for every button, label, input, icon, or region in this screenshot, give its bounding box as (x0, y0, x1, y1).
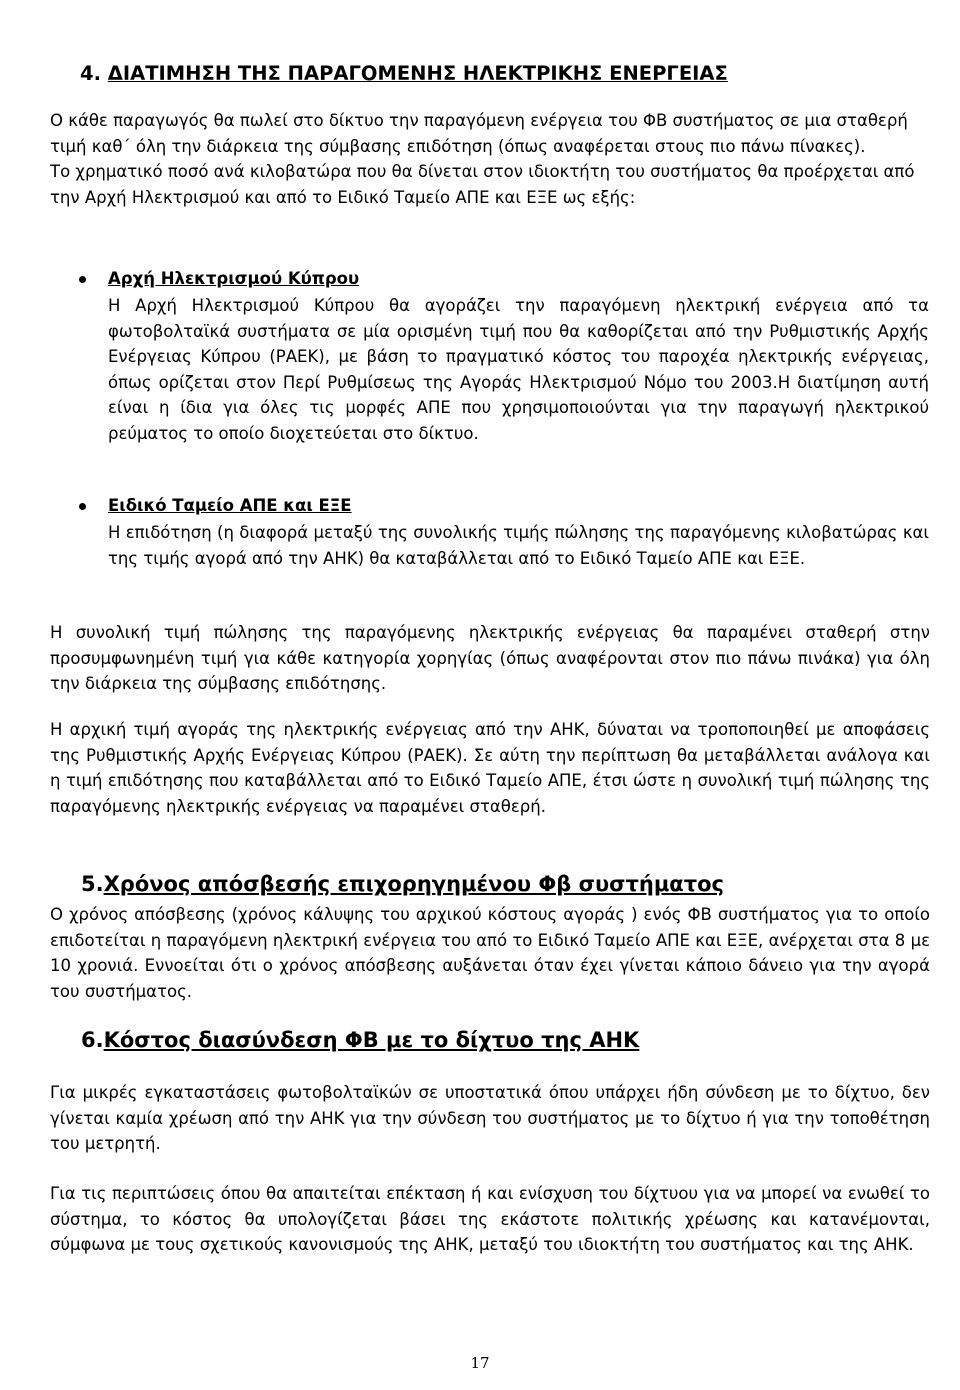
section-4-intro (50, 108, 930, 210)
section-6-number: 6. (81, 1028, 104, 1052)
section-4-heading (80, 62, 728, 85)
bullet-dot-icon (79, 503, 86, 510)
section-4-number: 4. (80, 62, 101, 85)
section-6-heading (81, 1028, 639, 1052)
section-6-paragraph-2: Για τις περιπτώσεις όπου θα απαιτείται επέκταση ή και ενίσχυση του δίχτυου για να μπορεί να ενωθεί το σύστημα, το κόστος θα υπολογίζεται βάσει της εκάστοτε πολιτικής χρέωσης και κατανέμονται, σύμφωνα με τους σχετικούς κανονισμούς της ΑΗΚ, μεταξύ του ιδιοκτήτη του συστήματος και της ΑΗΚ. (50, 1184, 930, 1254)
bullet-dot-icon (79, 276, 86, 283)
paragraph-total-price: Η συνολική τιμή πώλησης της παραγόμενης ηλεκτρικής ενέργειας θα παραμένει σταθερή στην προσυμφωνημένη τιμή για κάθε κατηγορία χορηγίας (όπως αναφέρονται στον πιο πάνω πινάκα) για όλη την διάρκεια της σύμβασης επιδότησης. (50, 623, 930, 693)
section-5-title: Χρόνος απόσβεσής επιχορηγημένου Φβ συστήματος (103, 872, 724, 896)
section-5-heading (81, 872, 724, 896)
section-6-paragraph-1: Για μικρές εγκαταστάσεις φωτοβολταϊκών σε υποστατικά όπου υπάρχει ήδη σύνδεση με το δίχτυο, δεν γίνεται καμία χρέωση από την ΑΗΚ για την σύνδεση του συστήματος με το δίχτυο ή για την τοποθέτηση του μετρητή. (50, 1083, 930, 1153)
intro-paragraph-2: Το χρηματικό ποσό ανά κιλοβατώρα που θα δίνεται στον ιδιοκτήτη του συστήματος θα προέρχεται από την Αρχή Ηλεκτρισμού και από το Ειδικό Ταμείο ΑΠΕ και ΕΞΕ ως εξής: (50, 162, 915, 207)
section-6-title: Κόστος διασύνδεση ΦΒ με το δίχτυο της ΑΗΚ (103, 1028, 640, 1052)
section-4-title: ΔΙΑΤΙΜΗΣΗ ΤΗΣ ΠΑΡΑΓΟΜΕΝΗΣ ΗΛΕΚΤΡΙΚΗΣ ΕΝΕΡΓΕΙΑΣ (107, 62, 728, 85)
section-5-number: 5. (81, 872, 104, 896)
bullet-body: Η Αρχή Ηλεκτρισμού Κύπρου θα αγοράζει την παραγόμενη ηλεκτρική ενέργεια από τα φωτοβολταϊκά συστήματα σε μία ορισμένη τιμή που θα καθορίζεται από την Ρυθμιστικής Αρχής Ενέργειας Κύπρου (ΡΑΕΚ), με βάση το πραγματικό κόστος του παροχέα ηλεκτρικής ενέργειας, όπως ορίζεται στον Περί Ρυθμίσεως της Αγοράς Ηλεκτρισμού Νόμο του 2003.Η διατίμηση αυτή είναι η ίδια για όλες τις μορφές ΑΠΕ που χρησιμοποιούνται για την παραγωγή ηλεκτρικού ρεύματος το οποίο διοχετεύεται στο δίκτυο. (108, 296, 929, 443)
section-5-body: Ο χρόνος απόσβεσης (χρόνος κάλυψης του αρχικού κόστους αγοράς ) ενός ΦΒ συστήματος για το οποίο επιδοτείται η παραγόμενη ηλεκτρική ενέργεια του από το Ειδικό Ταμείο ΑΠΕ και ΕΞΕ, ανέρχεται στα 8 με 10 χρονιά. Εννοείται ότι ο χρόνος απόσβεσης αυξάνεται όταν έχει γίνεται κάποιο δάνειο για την αγορά του συστήματος. (50, 905, 930, 1001)
bullet-heading: Αρχή Ηλεκτρισμού Κύπρου (108, 269, 360, 288)
bullet-heading: Ειδικό Ταμείο ΑΠΕ και ΕΞΕ (108, 496, 352, 515)
bullet-body: Η επιδότηση (η διαφορά μεταξύ της συνολικής τιμής πώλησης της παραγόμενης κιλοβατώρας και της τιμής αγορά από την ΑΗΚ) θα καταβάλλεται από το Ειδικό Ταμείο ΑΠΕ και ΕΞΕ. (108, 523, 929, 568)
paragraph-initial-price: Η αρχική τιμή αγοράς της ηλεκτρικής ενέργειας από την ΑΗΚ, δύναται να τροποποιηθεί με αποφάσεις της Ρυθμιστικής Αρχής Ενέργειας Κύπρου (ΡΑΕΚ). Σε αύτη την περίπτωση θα μεταβάλλεται ανάλογα και η τιμή επιδότησης που καταβάλλεται από το Ειδικό Ταμείο ΑΠΕ, έτσι ώστε η συνολική τιμή πώλησης της παραγόμενης ηλεκτρικής ενέργειας να παραμένει σταθερή. (50, 720, 930, 816)
intro-paragraph-1: Ο κάθε παραγωγός θα πωλεί στο δίκτυο την παραγόμενη ενέργεια του ΦΒ συστήματος σε μια σταθερή τιμή καθ΄ όλη την διάρκεια της σύμβασης επιδότηση (όπως αναφέρεται στους πιο πάνω πίνακες). (50, 111, 908, 156)
page-number: 17 (470, 1354, 490, 1372)
